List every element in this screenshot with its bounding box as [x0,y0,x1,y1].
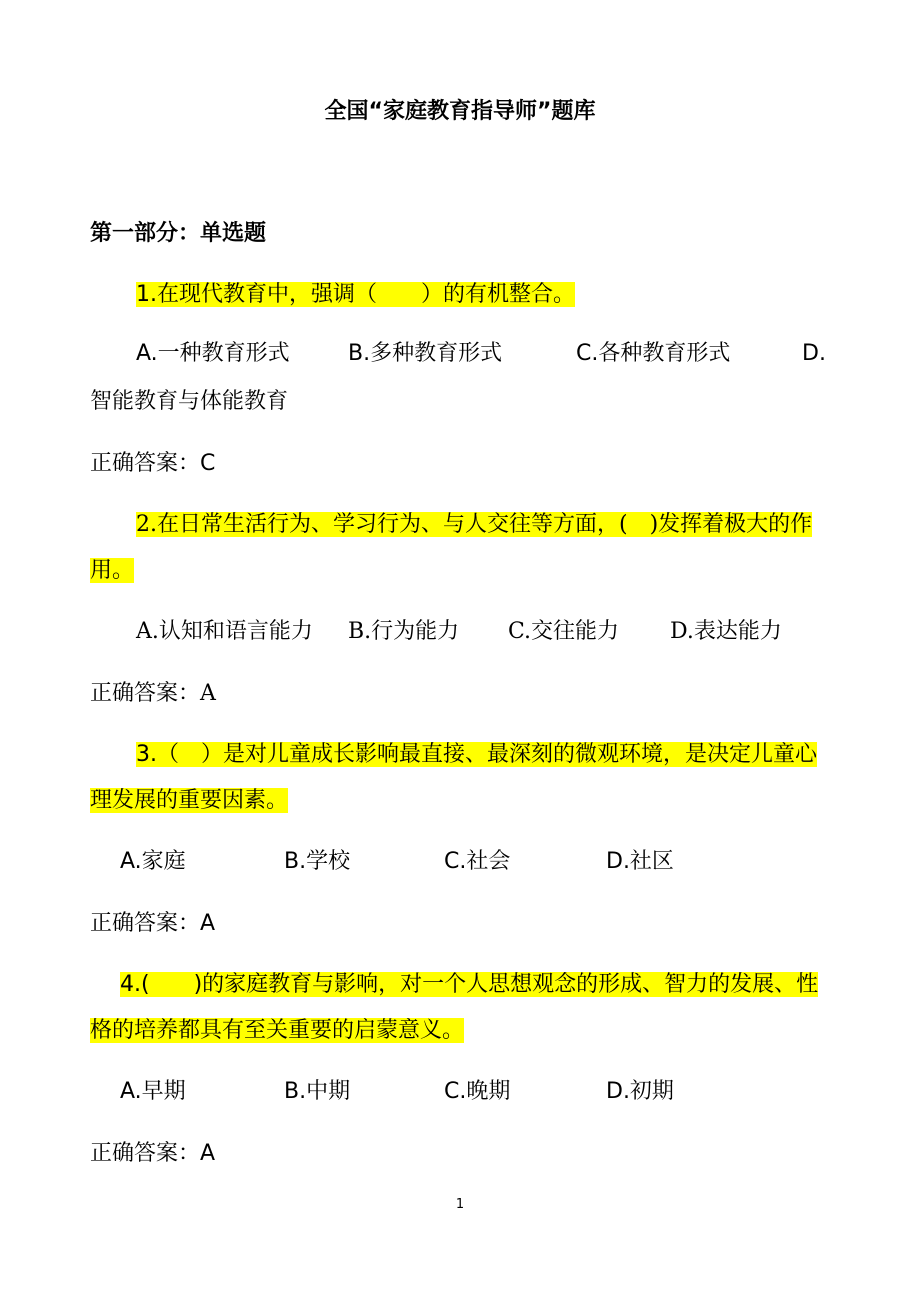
question-1-answer: 正确答案：C [90,451,216,476]
question-1-highlight: 1.在现代教育中，强调（ ）的有机整合。 [136,282,575,307]
question-1-option-c: C.各种教育形式 [576,341,731,366]
question-4-option-a: A.早期 [120,1079,186,1104]
question-3-highlight: 3.（ ）是对儿童成长影响最直接、最深刻的微观环境，是决定儿童心理发展的重要因素。 [90,742,817,813]
question-4-option-d: D.初期 [606,1079,674,1104]
question-4-highlight: 4.( )的家庭教育与影响，对一个人思想观念的形成、智力的发展、性格的培养都具有至关重要的启蒙意义。 [90,972,819,1043]
question-4-stem [90,962,832,1054]
question-4-answer: 正确答案：A [90,1141,216,1166]
question-3-option-b: B.学校 [284,849,351,874]
question-3-answer: 正确答案：A [90,911,216,936]
question-1-option-b: B.多种教育形式 [348,341,503,366]
question-2-highlight: 2.在日常生活行为、学习行为、与人交往等方面，( )发挥着极大的作用。 [90,512,813,583]
question-1-option-a: A.一种教育形式 [136,341,290,366]
question-4-option-c: C.晚期 [444,1079,511,1104]
question-1-option-d: D. [802,341,826,366]
question-1-stem [90,272,832,318]
question-2-stem [90,502,832,594]
page-number: 1 [455,1197,465,1212]
section-heading: 第一部分：单选题 [90,221,267,246]
question-2-option-b: B.行为能力 [348,619,460,644]
question-3-option-c: C.社会 [444,849,511,874]
question-3-stem [90,732,832,824]
question-3-option-a: A.家庭 [120,849,186,874]
question-2-answer: 正确答案：A [90,681,216,706]
question-1-option-d-continued: 智能教育与体能教育 [90,389,289,414]
question-4-option-b: B.中期 [284,1079,351,1104]
question-2-option-a: A.认知和语言能力 [136,619,313,644]
question-2-option-d: D.表达能力 [670,619,782,644]
document-title: 全国“家庭教育指导师”题库 [324,99,596,124]
question-2-option-c: C.交往能力 [508,619,620,644]
question-3-option-d: D.社区 [606,849,674,874]
